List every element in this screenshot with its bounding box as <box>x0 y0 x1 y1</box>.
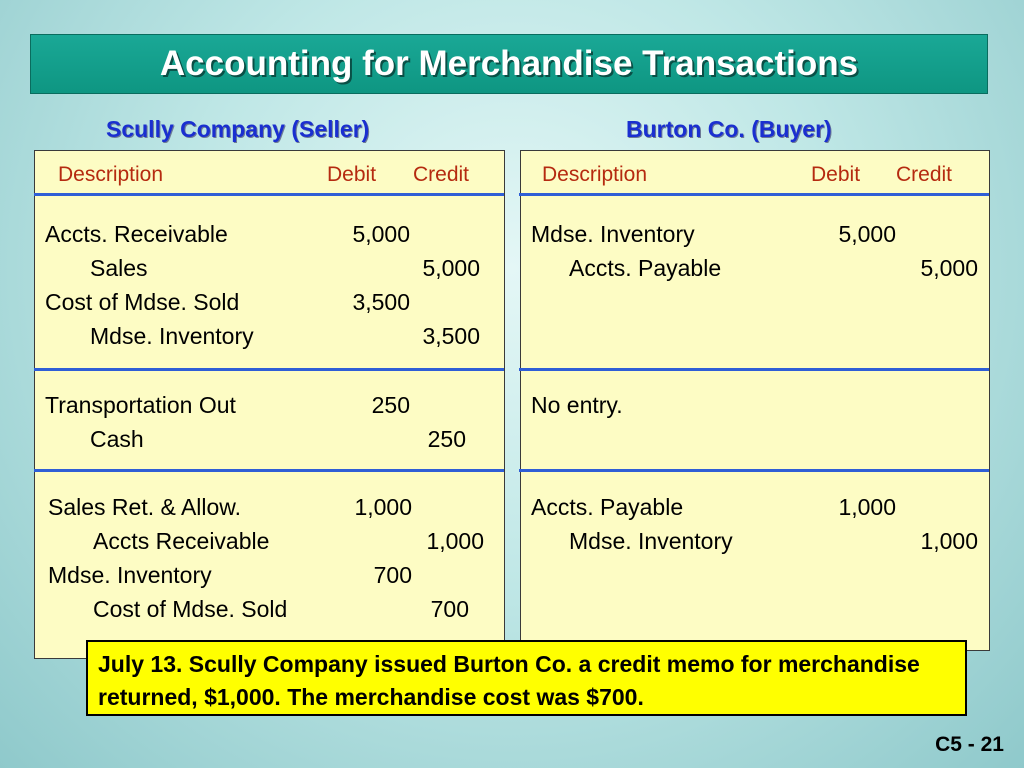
seller-row-debit: 1,000 <box>354 494 412 520</box>
seller-row-credit: 5,000 <box>422 255 480 281</box>
divider-rule <box>519 193 989 196</box>
buyer-heading: Burton Co. (Buyer) <box>626 116 832 142</box>
slide-title: Accounting for Merchandise Transactions <box>159 44 859 83</box>
title-bar <box>30 34 988 94</box>
seller-row-credit: 3,500 <box>422 323 480 349</box>
seller-row-account: Sales <box>90 255 148 281</box>
buyer-row-account: Accts. Payable <box>569 255 722 281</box>
seller-col-credit: Credit <box>413 163 470 186</box>
buyer-row-credit: 1,000 <box>920 528 978 554</box>
seller-row-account: Mdse. Inventory <box>48 562 212 588</box>
page-number: C5 - 21 <box>935 733 1004 756</box>
buyer-col-description: Description <box>542 163 648 186</box>
transaction-note: July 13. Scully Company issued Burton Co. a credit memo for merchandise returned, $1,000. The merchandise cost was $700. <box>86 640 967 716</box>
seller-row-debit: 3,500 <box>352 289 410 315</box>
seller-row-account: Transportation Out <box>45 392 236 418</box>
seller-heading: Scully Company (Seller) <box>106 116 370 142</box>
divider-rule <box>519 469 989 472</box>
buyer-row-account: Mdse. Inventory <box>531 221 695 247</box>
buyer-row-account: Mdse. Inventory <box>569 528 733 554</box>
seller-row-account: Cost of Mdse. Sold <box>45 289 240 315</box>
divider-rule <box>34 368 504 371</box>
buyer-row-debit: 1,000 <box>838 494 896 520</box>
seller-row-account: Sales Ret. & Allow. <box>48 494 242 520</box>
buyer-row-credit: 5,000 <box>920 255 978 281</box>
seller-row-account: Mdse. Inventory <box>90 323 254 349</box>
buyer-col-credit: Credit <box>896 163 953 186</box>
seller-row-debit: 700 <box>373 562 412 588</box>
seller-row-credit: 700 <box>430 596 469 622</box>
seller-row-debit: 250 <box>371 392 410 418</box>
seller-col-debit: Debit <box>327 163 377 186</box>
divider-rule <box>34 193 504 196</box>
seller-row-debit: 5,000 <box>352 221 410 247</box>
seller-row-account: Accts Receivable <box>93 528 270 554</box>
seller-row-account: Cash <box>90 426 144 452</box>
buyer-no-entry: No entry. <box>531 392 623 418</box>
buyer-col-debit: Debit <box>811 163 861 186</box>
divider-rule <box>34 469 504 472</box>
seller-col-description: Description <box>58 163 164 186</box>
seller-row-account: Cost of Mdse. Sold <box>93 596 288 622</box>
seller-row-credit: 1,000 <box>426 528 484 554</box>
seller-row-credit: 250 <box>427 426 466 452</box>
buyer-row-account: Accts. Payable <box>531 494 684 520</box>
buyer-row-debit: 5,000 <box>838 221 896 247</box>
divider-rule <box>519 368 989 371</box>
seller-row-account: Accts. Receivable <box>45 221 228 247</box>
